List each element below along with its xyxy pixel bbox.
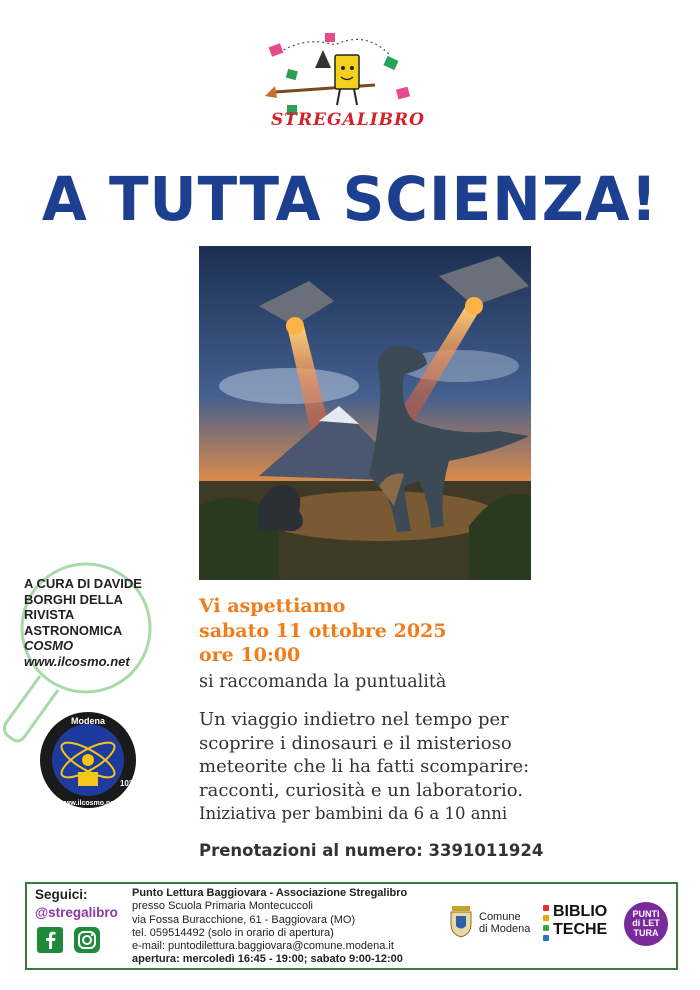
venue-hours: apertura: mercoledì 16:45 - 19:00; sabato 9:00-12:00	[132, 953, 403, 966]
venue-name: Punto Lettura Baggiovara - Associazione Stregalibro	[132, 887, 408, 899]
biblioteche-dots-icon	[541, 905, 551, 941]
punti-di-lettura-logo: PUNTI di LET TURA	[624, 902, 668, 946]
seal-top-text: Modena	[70, 716, 106, 726]
magazine-site: www.ilcosmo.net	[24, 653, 130, 669]
venue-phone: tel. 059514492 (solo in orario di apertura)	[132, 926, 334, 939]
comune-label: Comune di Modena	[479, 911, 531, 935]
audience-note: Iniziativa per bambini da 6 a 10 anni	[199, 804, 508, 823]
follow-label: Seguici:	[35, 887, 88, 902]
event-when	[199, 594, 447, 668]
event-description: Un viaggio indietro nel tempo per scoprire i dinosauri e il misterioso meteorite che li ha fatti scomparire: racconti, curiosità e un laboratorio. Iniziativa per bambini da 6 a 10 anni	[199, 708, 579, 826]
seal-badge: 10°	[119, 779, 133, 788]
venue-address: Punto Lettura Baggiovara - Associazione Stregalibro presso Scuola Primaria Montecuccoli via Fossa Buracchione, 61 - Baggiovara (MO) tel. 059514492 (solo in orario di apertura) e-mail: puntodilettura.baggiovara@comune.modena.it apertura: mercoledì 16:45 - 19:00; sabato 9:00-12:00	[132, 887, 408, 966]
cosmo-seal-logo	[38, 710, 138, 810]
social-handle[interactable]: @stregalibro	[35, 905, 118, 920]
instagram-icon[interactable]	[74, 927, 100, 953]
comune-crest-icon	[448, 904, 474, 938]
event-time: ore 10:00	[199, 644, 301, 666]
event-date: sabato 11 ottobre 2025	[199, 619, 447, 642]
curator-note: A CURA DI DAVIDE BORGHI DELLA RIVISTA ASTRONOMICA COSMO www.ilcosmo.net	[24, 576, 174, 669]
booking-phone: Prenotazioni al numero: 3391011924	[199, 841, 544, 860]
seal-bottom-text: www.ilcosmo.net	[59, 800, 117, 807]
dinosaur-illustration	[199, 246, 531, 580]
punctuality-note: si raccomanda la puntualità	[199, 672, 447, 692]
page-title: A TUTTA SCIENZA!	[41, 163, 659, 235]
logo-wordmark: STREGALIBRO	[271, 110, 425, 130]
facebook-icon[interactable]	[37, 927, 63, 953]
event-greeting: Vi aspettiamo	[199, 595, 346, 617]
biblioteche-logo: BIBLIO TECHE	[553, 903, 608, 938]
magazine-name: COSMO	[24, 638, 74, 653]
venue-email: e-mail: puntodilettura.baggiovara@comune.modena.it	[132, 940, 394, 953]
